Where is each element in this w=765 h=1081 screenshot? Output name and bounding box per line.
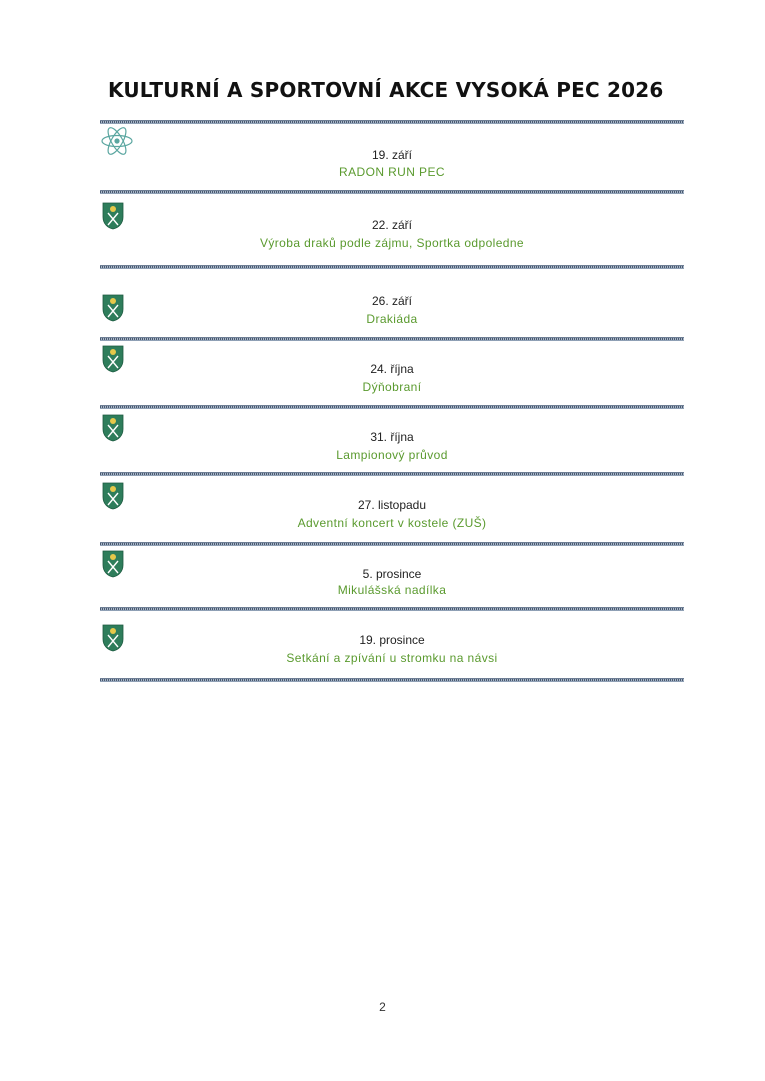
event-date: 31. října <box>370 430 414 444</box>
event-name: RADON RUN PEC <box>339 165 445 179</box>
event-item <box>100 624 684 684</box>
event-item <box>100 124 684 184</box>
event-date: 27. listopadu <box>357 498 427 512</box>
event-name: Lampionový průvod <box>336 448 448 462</box>
event-name: Dýňobraní <box>362 380 422 394</box>
event-date: 22. září <box>371 218 413 232</box>
event-name: Adventní koncert v kostele (ZUŠ) <box>297 516 487 530</box>
divider <box>100 607 684 611</box>
page-number: 2 <box>379 1000 386 1014</box>
event-date: 19. září <box>371 148 413 162</box>
divider <box>100 265 684 269</box>
divider <box>100 678 684 682</box>
event-item <box>100 414 684 474</box>
event-name: Drakiáda <box>366 312 418 326</box>
event-date: 24. října <box>370 362 414 376</box>
event-name: Výroba draků podle zájmu, Sportka odpoledne <box>259 236 525 250</box>
event-name: Setkání a zpívání u stromku na návsi <box>286 651 498 665</box>
event-item <box>100 482 684 542</box>
event-item <box>100 202 684 262</box>
divider <box>100 405 684 409</box>
event-item <box>100 345 684 405</box>
divider <box>100 542 684 546</box>
page-title: KULTURNÍ A SPORTOVNÍ AKCE VYSOKÁ PEC 2026 <box>108 78 664 102</box>
divider <box>100 190 684 194</box>
event-date: 19. prosince <box>359 633 425 647</box>
event-name: Mikulášská nadílka <box>337 583 447 597</box>
event-date: 26. září <box>371 294 413 308</box>
divider <box>100 337 684 341</box>
event-date: 5. prosince <box>362 567 422 581</box>
divider <box>100 472 684 476</box>
event-item <box>100 550 684 610</box>
